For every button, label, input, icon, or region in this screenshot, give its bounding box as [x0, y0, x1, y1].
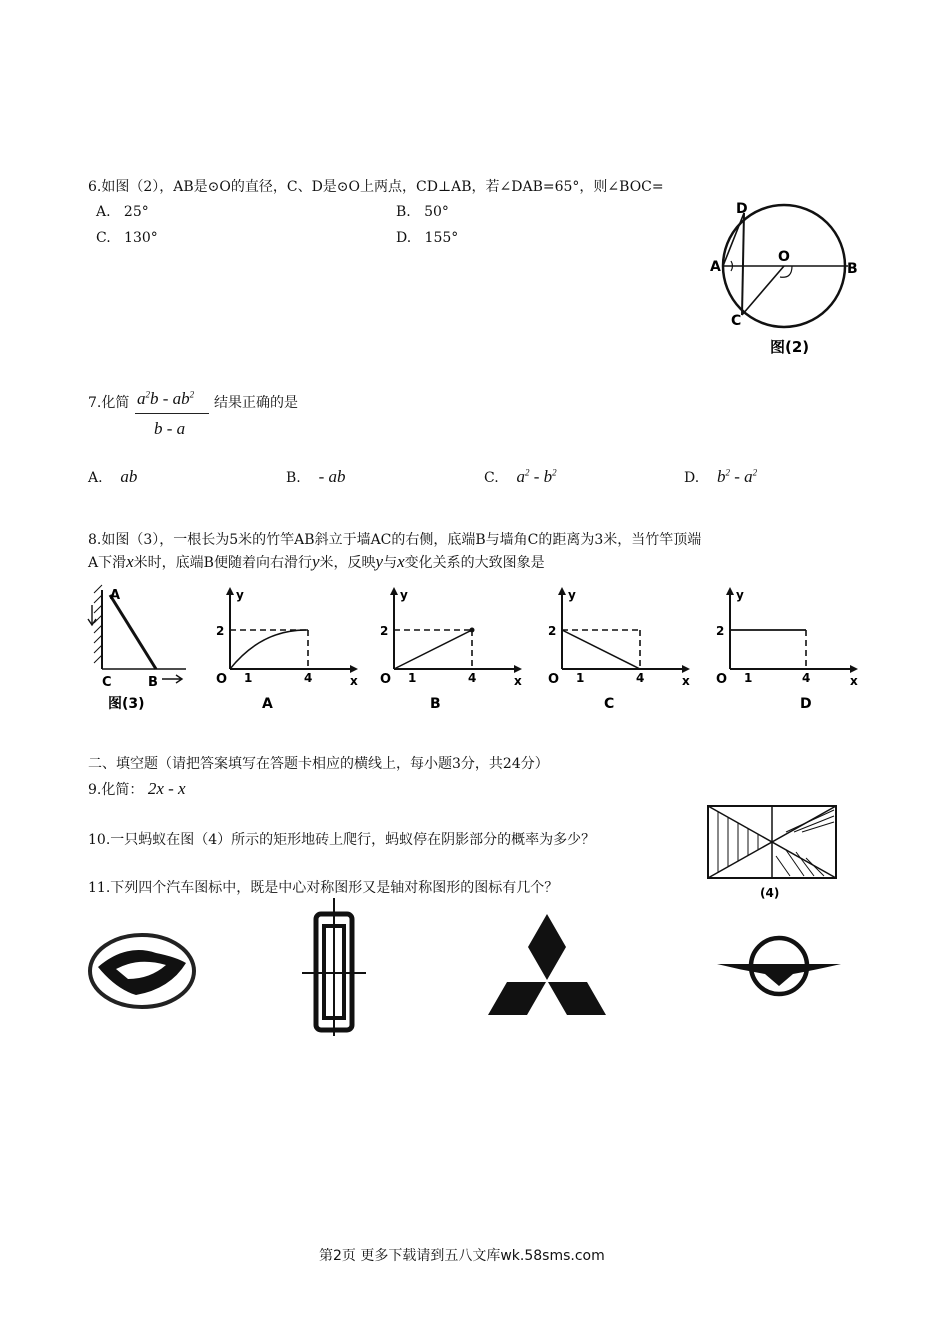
- graph-d-label: D: [800, 696, 812, 712]
- q7-option-a: A. ab: [88, 467, 138, 486]
- graph-c-xtick-1: 1: [576, 671, 585, 685]
- q7-option-c: C. $a^2 - b^2$: [484, 467, 557, 486]
- fig2-label-o: O: [778, 249, 790, 265]
- q6-option-a: A. 25°: [96, 204, 149, 220]
- graph-c-label: C: [604, 696, 615, 712]
- graph-a-xtick-4: 4: [304, 671, 313, 685]
- figure-2-circle: [700, 195, 860, 365]
- graph-d-yaxis: y: [736, 588, 744, 602]
- car-logo-2: [300, 898, 370, 1038]
- q7-option-b: B. - ab: [286, 467, 346, 486]
- graph-d: [700, 585, 865, 720]
- graph-a-origin: O: [216, 672, 228, 687]
- graph-d-origin: O: [716, 672, 728, 687]
- graph-b-yaxis: y: [400, 588, 408, 602]
- graph-b-xtick-1: 1: [408, 671, 417, 685]
- q6-option-b: B. 50°: [396, 204, 449, 220]
- q6-option-d: D. 155°: [396, 230, 459, 246]
- graph-a-yaxis: y: [236, 588, 244, 602]
- q7-suffix: 结果正确的是: [214, 395, 298, 411]
- graph-d-xaxis: x: [850, 674, 858, 688]
- graph-b-xtick-4: 4: [468, 671, 477, 685]
- section-2-heading: 二、填空题（请把答案填写在答题卡相应的横线上，每小题3分，共24分）: [88, 756, 549, 772]
- q6-option-c: C. 130°: [96, 230, 158, 246]
- graph-c-ytick: 2: [548, 624, 557, 638]
- q7-option-d: D. $b^2 - a^2$: [684, 467, 758, 486]
- q8-line1: 8.如图（3），一根长为5米的竹竿AB斜立于墙AC的右侧，底端B与墙角C的距离为3米，当竹竿顶端: [88, 532, 702, 548]
- graph-c-xaxis: x: [682, 674, 690, 688]
- q10-text: 10.一只蚂蚁在图（4）所示的矩形地砖上爬行，蚂蚁停在阴影部分的概率为多少？: [88, 832, 596, 848]
- graph-b: [364, 585, 524, 720]
- fig2-label-c: C: [731, 313, 742, 329]
- graph-d-xtick-1: 1: [744, 671, 753, 685]
- graph-a-label: A: [262, 696, 273, 712]
- car-logo-3: [484, 914, 614, 1019]
- fig2-label-d: D: [736, 201, 748, 217]
- q7-denominator: b - a: [154, 419, 186, 438]
- fig3-label-b: B: [148, 675, 158, 690]
- figure-3-ladder: [86, 585, 196, 715]
- graph-a-ytick: 2: [216, 624, 225, 638]
- fig2-label-a: A: [710, 259, 721, 275]
- fig2-caption: 图(2): [770, 338, 810, 356]
- car-logo-4: [715, 930, 855, 1010]
- graph-a-xtick-1: 1: [244, 671, 253, 685]
- graph-d-xtick-4: 4: [802, 671, 811, 685]
- graph-d-ytick: 2: [716, 624, 725, 638]
- graph-c-xtick-4: 4: [636, 671, 645, 685]
- q8-line2: A下滑x米时，底端B便随着向右滑行y米，反映y与x变化关系的大致图象是: [88, 552, 545, 571]
- graph-c-origin: O: [548, 672, 560, 687]
- graph-a: [200, 585, 360, 720]
- graph-b-origin: O: [380, 672, 392, 687]
- fig3-caption: 图(3): [108, 696, 145, 712]
- q7-numerator: $a^2b - ab^2$: [137, 389, 195, 408]
- fig2-label-b: B: [847, 261, 858, 277]
- q9: 9.化简： 2x - x: [88, 779, 186, 798]
- graph-a-xaxis: x: [350, 674, 358, 688]
- graph-b-ytick: 2: [380, 624, 389, 638]
- fig4-caption: (4): [760, 886, 780, 900]
- graph-b-label: B: [430, 696, 441, 712]
- page-footer: 第2页 更多下载请到五八文库wk.58sms.com: [319, 1248, 605, 1264]
- fig3-label-c: C: [102, 675, 112, 690]
- graph-b-xaxis: x: [514, 674, 522, 688]
- car-logo-1: [86, 925, 206, 1025]
- fig3-label-a: A: [110, 588, 121, 603]
- figure-4-tile: [704, 802, 844, 902]
- q7-prefix: 7.化简: [88, 395, 130, 411]
- graph-c: [532, 585, 692, 720]
- graph-c-yaxis: y: [568, 588, 576, 602]
- q6-stem: 6.如图（2），AB是⊙O的直径，C、D是⊙O上两点，CD⊥AB，若∠DAB=65°，则∠BOC=: [88, 179, 664, 195]
- q11-text: 11.下列四个汽车图标中，既是中心对称图形又是轴对称图形的图标有几个？: [88, 880, 559, 896]
- q7-fraction-bar: [135, 413, 209, 414]
